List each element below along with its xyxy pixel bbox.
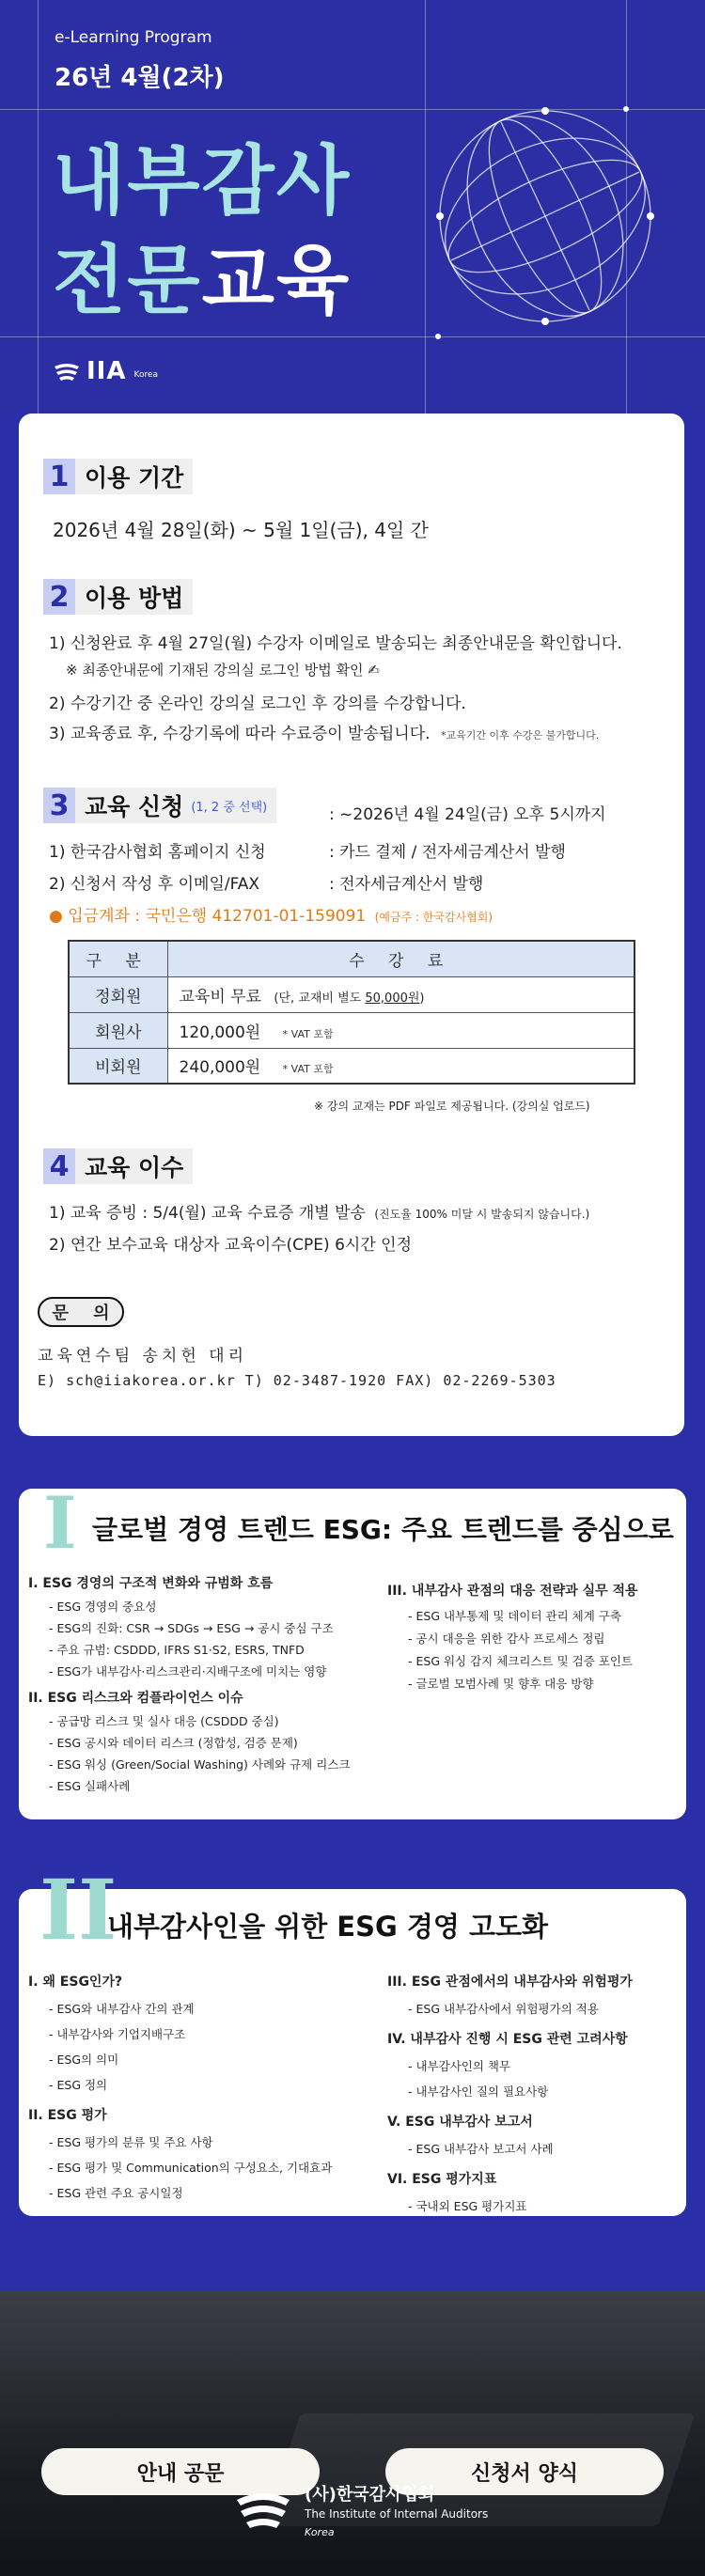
course-topic-heading: II. ESG 평가	[28, 2108, 107, 2123]
course-topic-heading: I. ESG 경영의 구조적 변화와 규범화 흐름	[28, 1576, 274, 1591]
course-topic-item: - ESG 정의	[49, 2078, 108, 2092]
apply-option-1-detail: : 카드 결제 / 전자세금계산서 발행	[329, 843, 566, 862]
section-1-header	[43, 459, 193, 494]
section-number: 1	[43, 459, 75, 494]
iia-logo-text: IIA	[86, 357, 127, 385]
course-topic-item: - ESG 내부감사에서 위험평가의 적용	[408, 2002, 599, 2016]
program-label: e-Learning Program	[55, 28, 212, 47]
hero-banner	[0, 0, 705, 414]
course-numeral: II	[39, 1861, 118, 1959]
completion-line-2: 2) 연간 보수교육 대상자 교육이수(CPE) 6시간 인정	[49, 1236, 412, 1255]
course-topic-heading: VI. ESG 평가지표	[387, 2172, 497, 2187]
completion-line-1	[49, 1199, 589, 1223]
fee-note	[274, 991, 424, 1006]
bank-account-text: ● 입금계좌 : 국민은행 412701-01-159091	[49, 907, 367, 926]
table-header-row	[69, 941, 634, 976]
section-number: 4	[43, 1148, 75, 1184]
table-row	[69, 1012, 634, 1048]
fee-value: 240,000원	[179, 1058, 261, 1078]
section-title: 이용 기간	[75, 459, 193, 494]
pdf-note: ※ 강의 교재는 PDF 파일로 제공됩니다. (강의실 업로드)	[314, 1100, 590, 1113]
course-topic-item: - ESG의 의미	[49, 2053, 119, 2067]
usage-line-1: 1) 신청완료 후 4월 27일(월) 수강자 이메일로 발송되는 최종안내문을 확인합니다.	[49, 634, 622, 653]
usage-line-2: 2) 수강기간 중 온라인 강의실 로그인 후 강의를 수강합니다.	[49, 695, 466, 713]
usage-line-1b: ※ 최종안내문에 기재된 강의실 로그인 방법 확인 ✍	[66, 662, 380, 679]
section-title-text: 교육 신청	[85, 793, 184, 820]
usage-note: *교육기간 이후 수강은 불가합니다.	[440, 729, 600, 742]
course-topic-item: - ESG 평가 및 Communication의 구성요소, 기대효과	[49, 2161, 333, 2175]
iia-logo-sub: Korea	[133, 370, 158, 380]
course-topic-item: - ESG 내부감사 보고서 사례	[408, 2142, 554, 2156]
row-label: 비회원	[69, 1048, 167, 1084]
course-numeral: I	[43, 1481, 77, 1565]
course-topic-item: - ESG 워싱 감지 체크리스트 및 검증 포인트	[408, 1654, 633, 1668]
section-number: 2	[43, 579, 75, 615]
contact-person: 교육연수팀 송치헌 대리	[38, 1347, 248, 1366]
course-title: 내부감사인을 위한 ESG 경영 고도화	[107, 1911, 549, 1943]
fee-value: 교육비 무료	[179, 987, 262, 1007]
completion-note: (진도율 100% 미달 시 발송되지 않습니다.)	[374, 1208, 590, 1221]
row-value	[167, 976, 634, 1012]
vat-note: * VAT 포함	[282, 1063, 334, 1076]
course-card-1	[19, 1481, 686, 1819]
bank-account-holder: (예금주 : 한국감사협회)	[374, 911, 494, 924]
org-name-en: The Institute of Internal Auditors	[305, 2507, 489, 2521]
period-text: 2026년 4월 28일(화) ~ 5월 1일(금), 4일 간	[53, 519, 429, 541]
info-card	[19, 414, 684, 1436]
row-label: 회원사	[69, 1012, 167, 1048]
course-topic-item: - ESG 경영의 중요성	[49, 1600, 157, 1614]
course-topic-heading: I. 왜 ESG인가?	[28, 1975, 123, 1990]
section-title: 이용 방법	[75, 579, 193, 615]
fee-value: 120,000원	[179, 1023, 261, 1042]
course-topic-item: - 내부감사인 질의 필요사항	[408, 2084, 549, 2099]
table-row	[69, 1048, 634, 1084]
hero-title-part-b: 교육	[201, 237, 352, 324]
program-date: 26년 4월(2차)	[55, 64, 225, 92]
table-header-category: 구 분	[69, 941, 167, 976]
section-3-header	[43, 788, 276, 823]
fee-note-amount: 50,000원	[365, 991, 420, 1006]
course-topic-item: - ESG 실패사례	[49, 1779, 131, 1793]
course-topic-heading: III. ESG 관점에서의 내부감사와 위험평가	[387, 1975, 633, 1990]
course-topic-item: - 내부감사와 기업지배구조	[49, 2027, 186, 2041]
section-number: 3	[43, 788, 75, 823]
contact-label: 문 의	[38, 1297, 124, 1327]
section-title: 교육 이수	[75, 1148, 193, 1184]
row-value	[167, 1012, 634, 1048]
hero-title-line2	[53, 220, 351, 328]
apply-option-2: 2) 신청서 작성 후 이메일/FAX	[49, 875, 260, 894]
course-topic-item: - ESG 공시와 데이터 리스크 (정합성, 검증 문제)	[49, 1736, 298, 1750]
footer-logo	[233, 2481, 488, 2538]
course-topic-item: - 내부감사인의 책무	[408, 2059, 511, 2073]
course-topic-item: - 주요 규범: CSDDD, IFRS S1·S2, ESRS, TNFD	[49, 1643, 305, 1657]
fee-note-c: )	[419, 991, 425, 1006]
hero-title-line1: 내부감사	[53, 137, 352, 225]
fee-table	[68, 940, 635, 1085]
course-topic-item: - ESG와 내부감사 간의 관계	[49, 2002, 195, 2016]
course-topic-item: - 국내외 ESG 평가지표	[408, 2199, 527, 2213]
table-header-fee: 수 강 료	[167, 941, 634, 976]
application-form-button[interactable]: 신청서 양식	[385, 2448, 664, 2495]
course-topic-item: - ESG 내부통제 및 데이터 관리 체계 구축	[408, 1609, 621, 1623]
completion-line-1-text: 1) 교육 증빙 : 5/4(월) 교육 수료증 개별 발송	[49, 1204, 366, 1223]
contact-details: E) sch@iiakorea.or.kr T) 02-3487-1920 FAX) 02-2269-5303	[38, 1372, 556, 1389]
org-name-kr: (사)한국감사협회	[305, 2485, 435, 2505]
iia-logo-icon	[53, 361, 81, 382]
row-label: 정회원	[69, 976, 167, 1012]
course-topic-item: - ESG가 내부감사·리스크관리·지배구조에 미치는 영향	[49, 1664, 327, 1678]
bank-account	[49, 902, 493, 926]
course-topic-item: - ESG 관련 주요 공시일정	[49, 2186, 183, 2200]
fee-note-a: (단, 교재비 별도	[274, 991, 366, 1006]
course-topic-item: - ESG의 진화: CSR → SDGs → ESG → 공시 중심 구조	[49, 1621, 334, 1635]
hero-title-part-a: 전문	[53, 237, 202, 324]
apply-option-2-detail: : 전자세금계산서 발행	[329, 875, 484, 894]
org-name-sub: Korea	[305, 2526, 335, 2538]
course-card-2	[19, 1861, 686, 2216]
apply-option-1: 1) 한국감사협회 홈페이지 신청	[49, 843, 266, 862]
course-topic-item: - 공급망 리스크 및 실사 대응 (CSDDD 중심)	[49, 1714, 279, 1728]
course-topic-item: - ESG 워싱 (Green/Social Washing) 사례와 규제 리스크	[49, 1757, 351, 1772]
apply-deadline: : ~2026년 4월 24일(금) 오후 5시까지	[329, 805, 606, 824]
iia-logo-icon	[233, 2487, 293, 2534]
section-2-header	[43, 579, 193, 615]
course-title: 글로벌 경영 트렌드 ESG: 주요 트렌드를 중심으로	[92, 1514, 674, 1545]
usage-line-3	[49, 720, 599, 743]
section-title	[75, 788, 276, 823]
course-topic-item: - 글로벌 모범사례 및 향후 대응 방향	[408, 1677, 594, 1691]
vat-note: * VAT 포함	[282, 1027, 334, 1040]
notice-button[interactable]: 안내 공문	[41, 2448, 320, 2495]
row-value	[167, 1048, 634, 1084]
course-topic-heading: IV. 내부감사 진행 시 ESG 관련 고려사항	[387, 2032, 628, 2047]
course-topic-item: - 공시 대응을 위한 감사 프로세스 정립	[408, 1631, 605, 1646]
table-row	[69, 976, 634, 1012]
course-topic-heading: III. 내부감사 관점의 대응 전략과 실무 적용	[387, 1584, 638, 1599]
course-topic-heading: V. ESG 내부감사 보고서	[387, 2115, 533, 2130]
globe-icon	[404, 75, 686, 357]
usage-line-3-text: 3) 교육종료 후, 수강기록에 따라 수료증이 발송됩니다.	[49, 725, 431, 743]
course-topic-item: - ESG 평가의 분류 및 주요 사항	[49, 2135, 213, 2149]
course-topic-heading: II. ESG 리스크와 컴플라이언스 이슈	[28, 1691, 243, 1706]
section-title-small: (1, 2 중 선택)	[191, 800, 268, 815]
iia-logo	[53, 357, 158, 385]
section-4-header	[43, 1148, 193, 1184]
grid-line	[38, 0, 39, 414]
